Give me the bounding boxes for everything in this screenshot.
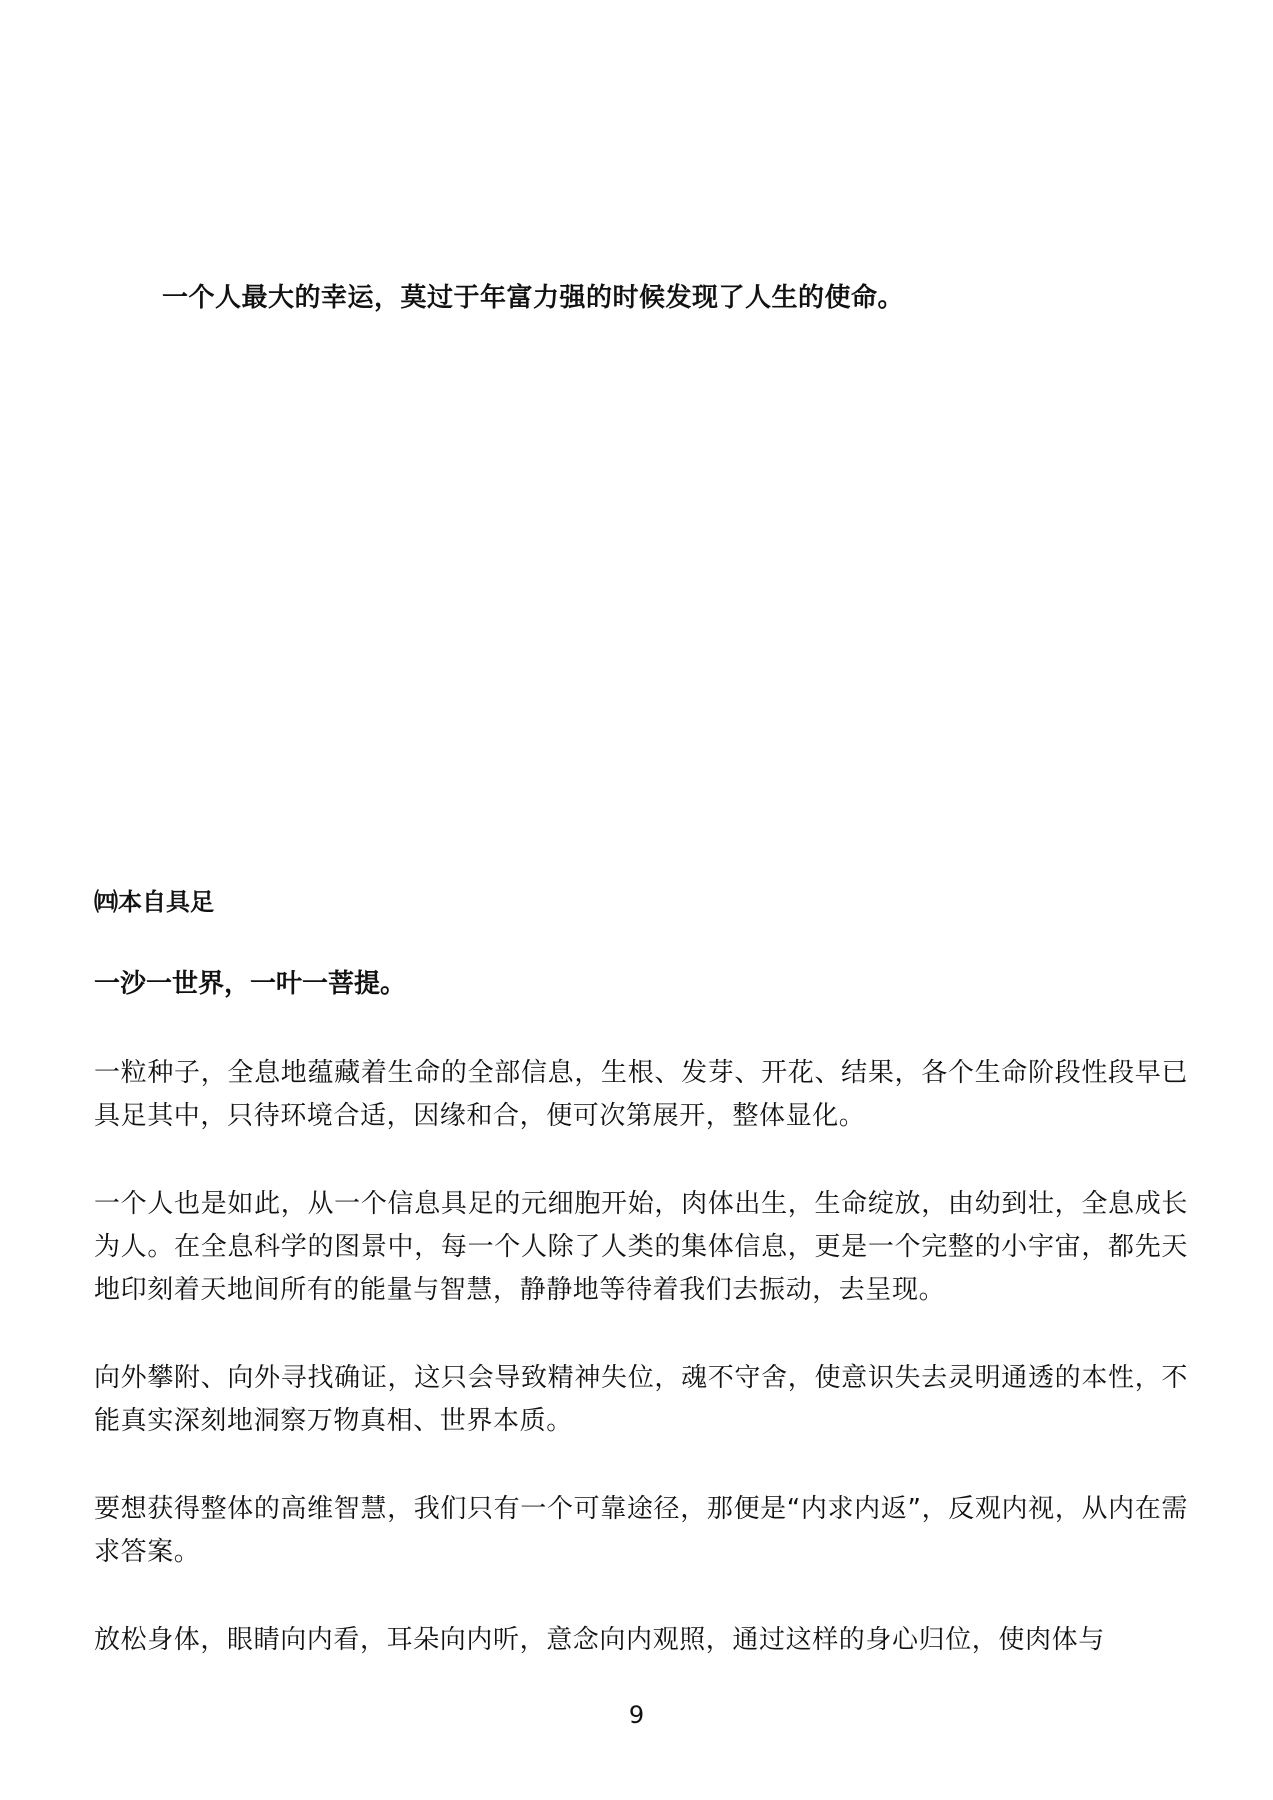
paragraph: 向外攀附、向外寻找确证，这只会导致精神失位，魂不守舍，使意识失去灵明通透的本性，不能真实深刻地洞察万物真相、世界本质。 <box>94 1363 1188 1436</box>
page-number: 9 <box>628 1701 645 1729</box>
section-subheading: 一沙一世界，一叶一菩提。 <box>94 969 407 999</box>
paragraph: 一个人也是如此，从一个信息具足的元细胞开始，肉体出生，生命绽放，由幼到壮，全息成长为人。在全息科学的图景中，每一个人除了人类的集体信息，更是一个完整的小宇宙，都先天地印刻着天地间所有的能量与智慧，静静地等待着我们去振动，去呈现。 <box>94 1189 1188 1305</box>
paragraph: 放松身体，眼睛向内看，耳朵向内听，意念向内观照，通过这样的身心归位，使肉体与 <box>94 1625 1105 1655</box>
section-heading: ㈣本自具足 <box>94 888 214 916</box>
paragraph: 一粒种子，全息地蕴藏着生命的全部信息，生根、发芽、开花、结果，各个生命阶段性段早已具足其中，只待环境合适，因缘和合，便可次第展开，整体显化。 <box>94 1058 1188 1131</box>
body-text <box>94 1052 1188 1707</box>
pull-quote: 一个人最大的幸运，莫过于年富力强的时候发现了人生的使命。 <box>162 283 905 313</box>
paragraph: 要想获得整体的高维智慧，我们只有一个可靠途径，那便是“内求内返”，反观内视，从内在需求答案。 <box>94 1494 1188 1567</box>
